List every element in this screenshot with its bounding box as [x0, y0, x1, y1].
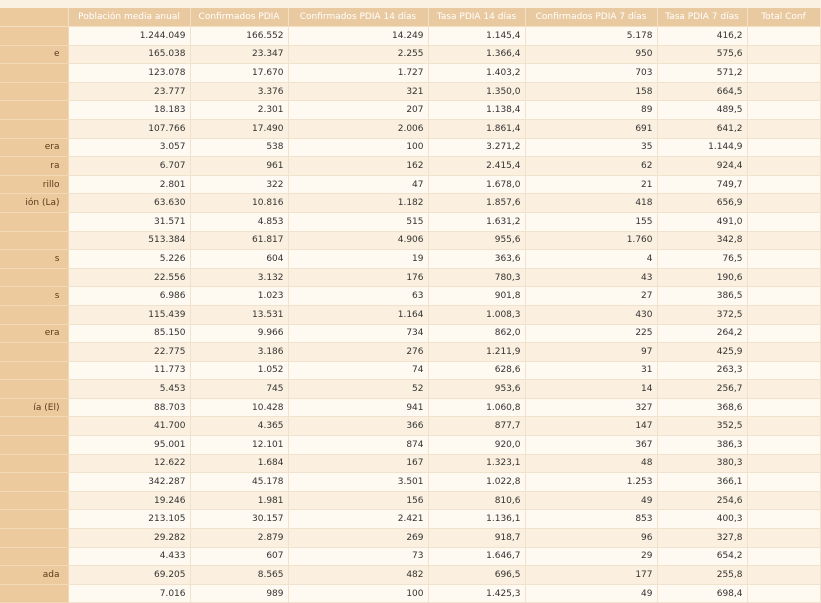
cell-tasa-14: 1.861,4 [428, 119, 525, 138]
cell-tasa-14: 1.145,4 [428, 27, 525, 46]
cell-row-label [0, 436, 68, 455]
cell-tasa-7: 386,3 [657, 436, 747, 455]
cell-row-label: ía (El) [0, 398, 68, 417]
cell-total [747, 584, 820, 603]
table-row [0, 82, 820, 101]
cell-row-label [0, 380, 68, 399]
cell-confirmados: 3.376 [190, 82, 288, 101]
cell-total [747, 27, 820, 46]
cell-total [747, 454, 820, 473]
cell-confirmados-7: 158 [525, 82, 657, 101]
cell-tasa-7: 656,9 [657, 194, 747, 213]
cell-confirmados: 30.157 [190, 510, 288, 529]
cell-confirmados-7: 21 [525, 175, 657, 194]
cell-poblacion: 11.773 [68, 361, 190, 380]
cell-row-label: s [0, 287, 68, 306]
cell-confirmados: 23.347 [190, 45, 288, 64]
table-row [0, 417, 820, 436]
cell-total [747, 343, 820, 362]
cell-tasa-14: 1.022,8 [428, 473, 525, 492]
cell-tasa-7: 575,6 [657, 45, 747, 64]
cell-total [747, 157, 820, 176]
cell-confirmados: 961 [190, 157, 288, 176]
cell-row-label [0, 231, 68, 250]
cell-confirmados-14: 156 [288, 491, 428, 510]
cell-row-label [0, 305, 68, 324]
cell-tasa-14: 1.857,6 [428, 194, 525, 213]
cell-row-label: ión (La) [0, 194, 68, 213]
cell-confirmados-14: 100 [288, 584, 428, 603]
cell-poblacion: 513.384 [68, 231, 190, 250]
cell-confirmados-7: 43 [525, 268, 657, 287]
cell-poblacion: 12.622 [68, 454, 190, 473]
table-row [0, 250, 820, 269]
cell-total [747, 566, 820, 585]
cell-confirmados: 1.684 [190, 454, 288, 473]
cell-row-label [0, 529, 68, 548]
cell-poblacion: 31.571 [68, 212, 190, 231]
cell-row-label [0, 119, 68, 138]
table-row [0, 361, 820, 380]
cell-tasa-7: 254,6 [657, 491, 747, 510]
cell-confirmados-14: 2.006 [288, 119, 428, 138]
table-row [0, 45, 820, 64]
data-table [0, 8, 821, 603]
table-row [0, 268, 820, 287]
table-row [0, 584, 820, 603]
cell-confirmados-7: 177 [525, 566, 657, 585]
cell-tasa-14: 877,7 [428, 417, 525, 436]
cell-confirmados-14: 515 [288, 212, 428, 231]
table-row [0, 510, 820, 529]
cell-tasa-7: 1.144,9 [657, 138, 747, 157]
cell-confirmados-14: 269 [288, 529, 428, 548]
cell-tasa-7: 256,7 [657, 380, 747, 399]
cell-confirmados-14: 2.255 [288, 45, 428, 64]
cell-row-label [0, 343, 68, 362]
cell-tasa-7: 327,8 [657, 529, 747, 548]
cell-tasa-7: 366,1 [657, 473, 747, 492]
cell-confirmados: 10.428 [190, 398, 288, 417]
cell-confirmados-14: 100 [288, 138, 428, 157]
cell-tasa-14: 953,6 [428, 380, 525, 399]
cell-confirmados-7: 155 [525, 212, 657, 231]
cell-confirmados-14: 63 [288, 287, 428, 306]
cell-confirmados-7: 1.253 [525, 473, 657, 492]
cell-tasa-7: 416,2 [657, 27, 747, 46]
cell-row-label: rillo [0, 175, 68, 194]
cell-row-label [0, 101, 68, 120]
cell-total [747, 212, 820, 231]
cell-confirmados-14: 207 [288, 101, 428, 120]
cell-poblacion: 342.287 [68, 473, 190, 492]
cell-tasa-14: 1.060,8 [428, 398, 525, 417]
cell-confirmados-14: 1.182 [288, 194, 428, 213]
cell-confirmados-7: 950 [525, 45, 657, 64]
cell-tasa-7: 76,5 [657, 250, 747, 269]
cell-poblacion: 69.205 [68, 566, 190, 585]
header-row [0, 8, 820, 27]
cell-confirmados-7: 703 [525, 64, 657, 83]
cell-total [747, 529, 820, 548]
table-row [0, 473, 820, 492]
cell-confirmados-14: 52 [288, 380, 428, 399]
cell-tasa-7: 489,5 [657, 101, 747, 120]
cell-tasa-14: 1.425,3 [428, 584, 525, 603]
cell-confirmados-14: 366 [288, 417, 428, 436]
cell-confirmados-7: 853 [525, 510, 657, 529]
cell-poblacion: 213.105 [68, 510, 190, 529]
cell-tasa-7: 386,5 [657, 287, 747, 306]
cell-poblacion: 2.801 [68, 175, 190, 194]
cell-row-label [0, 454, 68, 473]
table-row [0, 194, 820, 213]
table-row [0, 212, 820, 231]
cell-confirmados-7: 62 [525, 157, 657, 176]
cell-row-label: ra [0, 157, 68, 176]
cell-tasa-14: 1.631,2 [428, 212, 525, 231]
cell-poblacion: 18.183 [68, 101, 190, 120]
cell-total [747, 45, 820, 64]
cell-total [747, 380, 820, 399]
cell-tasa-7: 263,3 [657, 361, 747, 380]
cell-confirmados-14: 74 [288, 361, 428, 380]
cell-total [747, 436, 820, 455]
table-row [0, 454, 820, 473]
cell-poblacion: 3.057 [68, 138, 190, 157]
cell-tasa-14: 1.350,0 [428, 82, 525, 101]
cell-tasa-14: 696,5 [428, 566, 525, 585]
cell-tasa-14: 628,6 [428, 361, 525, 380]
cell-total [747, 398, 820, 417]
cell-confirmados: 538 [190, 138, 288, 157]
table-row [0, 157, 820, 176]
cell-confirmados-7: 27 [525, 287, 657, 306]
cell-confirmados-7: 29 [525, 547, 657, 566]
cell-total [747, 361, 820, 380]
table-row [0, 64, 820, 83]
cell-row-label [0, 510, 68, 529]
cell-tasa-14: 810,6 [428, 491, 525, 510]
cell-confirmados-7: 96 [525, 529, 657, 548]
cell-tasa-7: 749,7 [657, 175, 747, 194]
cell-poblacion: 5.453 [68, 380, 190, 399]
cell-tasa-7: 664,5 [657, 82, 747, 101]
cell-total [747, 473, 820, 492]
cell-confirmados: 1.023 [190, 287, 288, 306]
cell-total [747, 101, 820, 120]
cell-confirmados-14: 941 [288, 398, 428, 417]
cell-tasa-14: 1.646,7 [428, 547, 525, 566]
table-row [0, 491, 820, 510]
cell-row-label: era [0, 324, 68, 343]
cell-total [747, 287, 820, 306]
table-row [0, 343, 820, 362]
cell-total [747, 417, 820, 436]
cell-confirmados: 1.981 [190, 491, 288, 510]
cell-tasa-14: 780,3 [428, 268, 525, 287]
cell-total [747, 138, 820, 157]
table-row [0, 380, 820, 399]
cell-tasa-14: 363,6 [428, 250, 525, 269]
cell-confirmados: 989 [190, 584, 288, 603]
table-row [0, 101, 820, 120]
cell-tasa-7: 372,5 [657, 305, 747, 324]
cell-confirmados-7: 5.178 [525, 27, 657, 46]
cell-tasa-7: 255,8 [657, 566, 747, 585]
column-header-confirmados-14[interactable]: Confirmados PDIA 14 días [288, 8, 428, 27]
cell-total [747, 194, 820, 213]
cell-confirmados-7: 1.760 [525, 231, 657, 250]
table-row [0, 529, 820, 548]
cell-poblacion: 165.038 [68, 45, 190, 64]
cell-confirmados-14: 4.906 [288, 231, 428, 250]
cell-tasa-14: 901,8 [428, 287, 525, 306]
cell-poblacion: 22.556 [68, 268, 190, 287]
cell-tasa-14: 1.136,1 [428, 510, 525, 529]
cell-poblacion: 29.282 [68, 529, 190, 548]
cell-confirmados-14: 162 [288, 157, 428, 176]
cell-tasa-7: 190,6 [657, 268, 747, 287]
cell-poblacion: 5.226 [68, 250, 190, 269]
cell-total [747, 175, 820, 194]
cell-confirmados-14: 482 [288, 566, 428, 585]
cell-tasa-7: 342,8 [657, 231, 747, 250]
cell-confirmados-14: 874 [288, 436, 428, 455]
cell-row-label [0, 547, 68, 566]
cell-confirmados: 322 [190, 175, 288, 194]
cell-poblacion: 19.246 [68, 491, 190, 510]
cell-row-label [0, 268, 68, 287]
cell-poblacion: 7.016 [68, 584, 190, 603]
cell-poblacion: 23.777 [68, 82, 190, 101]
cell-total [747, 547, 820, 566]
cell-total [747, 231, 820, 250]
table-row [0, 231, 820, 250]
cell-tasa-7: 654,2 [657, 547, 747, 566]
cell-confirmados: 604 [190, 250, 288, 269]
column-header-poblacion[interactable]: Población media anual [68, 8, 190, 27]
cell-row-label: s [0, 250, 68, 269]
cell-confirmados: 4.365 [190, 417, 288, 436]
cell-confirmados-14: 167 [288, 454, 428, 473]
cell-confirmados: 3.186 [190, 343, 288, 362]
cell-tasa-14: 2.415,4 [428, 157, 525, 176]
cell-confirmados: 2.879 [190, 529, 288, 548]
cell-total [747, 305, 820, 324]
column-header-confirmados-7[interactable]: Confirmados PDIA 7 días [525, 8, 657, 27]
cell-total [747, 491, 820, 510]
table-body [0, 27, 820, 603]
cell-confirmados-7: 89 [525, 101, 657, 120]
cell-tasa-14: 1.008,3 [428, 305, 525, 324]
cell-confirmados: 607 [190, 547, 288, 566]
cell-confirmados-14: 734 [288, 324, 428, 343]
cell-poblacion: 88.703 [68, 398, 190, 417]
cell-poblacion: 115.439 [68, 305, 190, 324]
cell-confirmados: 10.816 [190, 194, 288, 213]
table-row [0, 305, 820, 324]
cell-tasa-7: 491,0 [657, 212, 747, 231]
cell-confirmados-14: 1.727 [288, 64, 428, 83]
cell-confirmados: 12.101 [190, 436, 288, 455]
cell-poblacion: 6.707 [68, 157, 190, 176]
cell-total [747, 250, 820, 269]
cell-confirmados: 8.565 [190, 566, 288, 585]
table-row [0, 119, 820, 138]
cell-tasa-7: 425,9 [657, 343, 747, 362]
cell-row-label [0, 473, 68, 492]
cell-poblacion: 22.775 [68, 343, 190, 362]
cell-confirmados-7: 225 [525, 324, 657, 343]
table-row [0, 566, 820, 585]
cell-row-label: e [0, 45, 68, 64]
cell-tasa-7: 368,6 [657, 398, 747, 417]
cell-total [747, 324, 820, 343]
cell-confirmados-7: 49 [525, 584, 657, 603]
cell-confirmados-7: 35 [525, 138, 657, 157]
cell-tasa-7: 352,5 [657, 417, 747, 436]
cell-confirmados: 1.052 [190, 361, 288, 380]
cell-tasa-14: 918,7 [428, 529, 525, 548]
cell-confirmados-14: 47 [288, 175, 428, 194]
cell-confirmados: 13.531 [190, 305, 288, 324]
cell-total [747, 64, 820, 83]
cell-confirmados-7: 49 [525, 491, 657, 510]
cell-total [747, 82, 820, 101]
cell-tasa-7: 924,4 [657, 157, 747, 176]
column-header-corner [0, 8, 68, 27]
cell-confirmados: 9.966 [190, 324, 288, 343]
cell-confirmados-14: 1.164 [288, 305, 428, 324]
cell-tasa-14: 955,6 [428, 231, 525, 250]
cell-tasa-14: 1.403,2 [428, 64, 525, 83]
cell-poblacion: 63.630 [68, 194, 190, 213]
cell-confirmados-14: 2.421 [288, 510, 428, 529]
cell-tasa-14: 920,0 [428, 436, 525, 455]
cell-confirmados-7: 4 [525, 250, 657, 269]
cell-confirmados: 45.178 [190, 473, 288, 492]
cell-poblacion: 41.700 [68, 417, 190, 436]
cell-confirmados-7: 430 [525, 305, 657, 324]
cell-confirmados-14: 3.501 [288, 473, 428, 492]
cell-tasa-7: 698,4 [657, 584, 747, 603]
cell-row-label [0, 361, 68, 380]
cell-row-label [0, 82, 68, 101]
cell-row-label [0, 417, 68, 436]
cell-confirmados-7: 14 [525, 380, 657, 399]
cell-tasa-14: 1.366,4 [428, 45, 525, 64]
cell-total [747, 510, 820, 529]
cell-poblacion: 6.986 [68, 287, 190, 306]
cell-confirmados-14: 176 [288, 268, 428, 287]
cell-tasa-14: 862,0 [428, 324, 525, 343]
cell-confirmados: 2.301 [190, 101, 288, 120]
cell-total [747, 119, 820, 138]
cell-tasa-7: 400,3 [657, 510, 747, 529]
cell-confirmados-14: 14.249 [288, 27, 428, 46]
table-row [0, 27, 820, 46]
table-row [0, 175, 820, 194]
cell-confirmados-14: 19 [288, 250, 428, 269]
cell-row-label [0, 584, 68, 603]
cell-tasa-14: 1.323,1 [428, 454, 525, 473]
cell-row-label [0, 27, 68, 46]
cell-tasa-14: 1.211,9 [428, 343, 525, 362]
table-row [0, 324, 820, 343]
cell-confirmados-7: 31 [525, 361, 657, 380]
column-header-confirmados[interactable]: Confirmados PDIA [190, 8, 288, 27]
cell-confirmados: 3.132 [190, 268, 288, 287]
cell-confirmados: 17.670 [190, 64, 288, 83]
table-row [0, 547, 820, 566]
cell-poblacion: 1.244.049 [68, 27, 190, 46]
cell-confirmados-7: 418 [525, 194, 657, 213]
table-row [0, 138, 820, 157]
cell-confirmados-14: 73 [288, 547, 428, 566]
cell-tasa-7: 380,3 [657, 454, 747, 473]
cell-poblacion: 95.001 [68, 436, 190, 455]
cell-confirmados: 166.552 [190, 27, 288, 46]
cell-poblacion: 4.433 [68, 547, 190, 566]
cell-confirmados-7: 97 [525, 343, 657, 362]
cell-poblacion: 123.078 [68, 64, 190, 83]
cell-confirmados: 745 [190, 380, 288, 399]
cell-tasa-7: 264,2 [657, 324, 747, 343]
cell-row-label [0, 491, 68, 510]
cell-tasa-14: 3.271,2 [428, 138, 525, 157]
table-row [0, 398, 820, 417]
cell-tasa-14: 1.138,4 [428, 101, 525, 120]
cell-row-label [0, 212, 68, 231]
cell-confirmados-7: 48 [525, 454, 657, 473]
table-row [0, 287, 820, 306]
cell-tasa-14: 1.678,0 [428, 175, 525, 194]
cell-row-label [0, 64, 68, 83]
cell-confirmados-7: 367 [525, 436, 657, 455]
cell-confirmados-7: 327 [525, 398, 657, 417]
cell-row-label: ada [0, 566, 68, 585]
cell-total [747, 268, 820, 287]
column-header-tasa-14[interactable]: Tasa PDIA 14 días [428, 8, 525, 27]
cell-confirmados-7: 691 [525, 119, 657, 138]
cell-confirmados-14: 276 [288, 343, 428, 362]
column-header-tasa-7[interactable]: Tasa PDIA 7 días [657, 8, 747, 27]
cell-row-label: era [0, 138, 68, 157]
cell-confirmados: 61.817 [190, 231, 288, 250]
cell-poblacion: 85.150 [68, 324, 190, 343]
cell-tasa-7: 641,2 [657, 119, 747, 138]
column-header-total[interactable]: Total Conf [747, 8, 820, 27]
cell-confirmados: 4.853 [190, 212, 288, 231]
cell-poblacion: 107.766 [68, 119, 190, 138]
cell-confirmados-7: 147 [525, 417, 657, 436]
cell-tasa-7: 571,2 [657, 64, 747, 83]
table-row [0, 436, 820, 455]
cell-confirmados: 17.490 [190, 119, 288, 138]
cell-confirmados-14: 321 [288, 82, 428, 101]
